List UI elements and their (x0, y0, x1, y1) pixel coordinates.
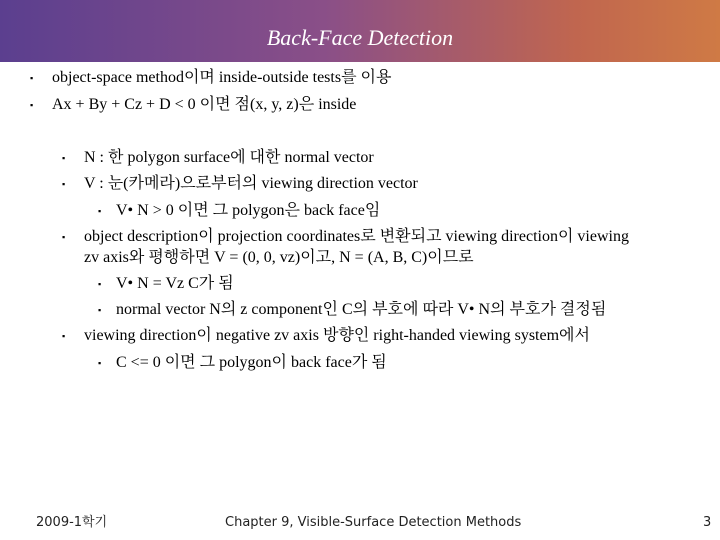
bullet-dot-product: V• N = Vz C가 됨 (116, 275, 234, 292)
bullet-sign-rule: normal vector N의 z component인 C의 부호에 따라 V• N의 부호가 결정됨 (116, 301, 607, 318)
bullet-marker: ▪ (62, 153, 66, 163)
bullet-object-space: object-space method이며 inside-outside tests를 이용 (52, 69, 392, 86)
bullet-normal-vector: N : 한 polygon surface에 대한 normal vector (84, 149, 374, 166)
bullet-marker: ▪ (98, 206, 102, 216)
bullet-right-handed: viewing direction이 negative zv axis 방향인 right-handed viewing system에서 (84, 327, 590, 344)
bullet-marker: ▪ (98, 279, 102, 289)
bullet-c-condition: C <= 0 이면 그 polygon이 back face가 됨 (116, 354, 387, 371)
bullet-marker: ▪ (98, 358, 102, 368)
slide-title: Back-Face Detection (266, 25, 454, 50)
bullet-projection-line1: object description이 projection coordinates로 변환되고 viewing direction이 viewing (84, 228, 629, 245)
bullet-projection-line2: zv axis와 평행하면 V = (0, 0, vz)이고, N = (A, B, C)이므로 (84, 249, 474, 266)
footer-semester: 2009-1학기 (36, 515, 108, 530)
bullet-marker: ▪ (62, 331, 66, 341)
bullet-marker: ▪ (30, 73, 34, 83)
footer-page-number: 3 (703, 515, 712, 530)
bullet-viewing-vector: V : 눈(카메라)으로부터의 viewing direction vector (84, 175, 418, 192)
bullet-back-face-condition: V• N > 0 이면 그 polygon은 back face임 (116, 202, 381, 219)
bullet-marker: ▪ (62, 232, 66, 242)
bullet-plane-equation: Ax + By + Cz + D < 0 이면 점(x, y, z)은 inside (52, 96, 357, 113)
footer-chapter: Chapter 9, Visible-Surface Detection Methods (225, 515, 522, 530)
bullet-marker: ▪ (30, 100, 34, 110)
bullet-marker: ▪ (98, 305, 102, 315)
bullet-marker: ▪ (62, 179, 66, 189)
